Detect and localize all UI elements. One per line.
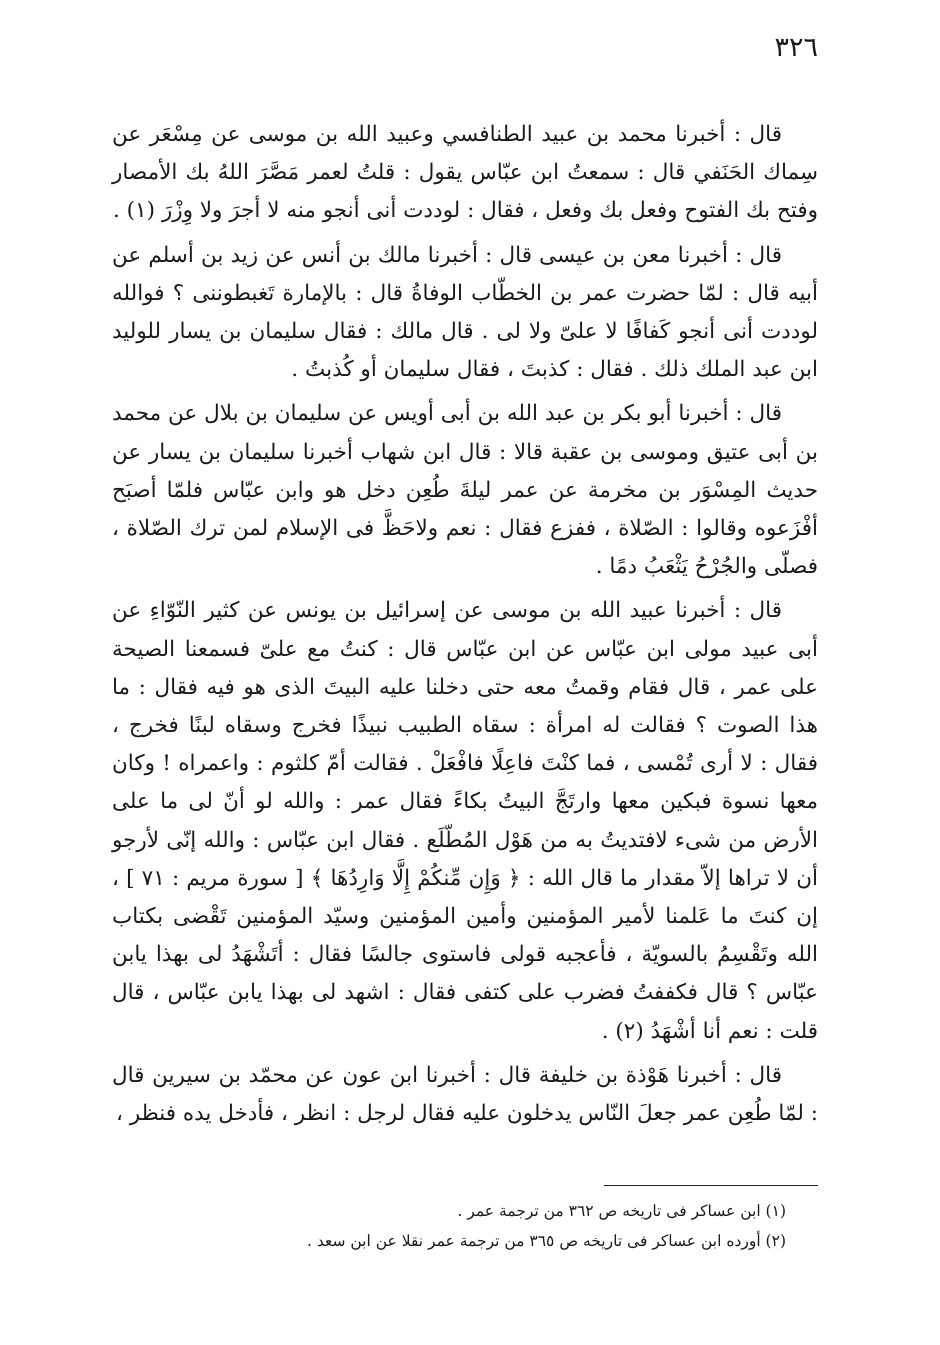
footnote: (٢) أورده ابن عساكر فى تاريخه ص ٣٦٥ من ترجمة عمر نقلا عن ابن سعد . <box>307 1232 786 1250</box>
paragraph: قال : أخبرنا أبو بكر بن عبد الله بن أبى أويس عن سليمان بن بلال عن محمد بن أبى عتيق وموسى بن عقبة قالا : قال ابن شهاب أخبرنا سليمان بن يسار عن حديث المِسْوَر بن مخرمة عن عمر ليلةَ طُعِن دخل هو وابن عبّاس فلمّا أصبَح أفْزَعوه وقالوا : الصّلاة ، ففزع فقال : نعم ولاحَظَّ فى الإسلام لمن ترك الصّلاة ، فصلّى والجُرْحُ يَثْعَبُ دمًا . <box>112 401 818 580</box>
page-number: ٣٢٦ <box>774 32 818 63</box>
paragraph: قال : أخبرنا هَوْذة بن خليفة قال : أخبرنا ابن عون عن محمّد بن سيرين قال : لمّا طُعِن عمر جعلَ النّاس يدخلون عليه فقال لرجل : انظر ، فأدخل يده فنظر ، <box>112 1062 818 1127</box>
paragraph: قال : أخبرنا معن بن عيسى قال : أخبرنا مالك بن أنس عن زيد بن أسلم عن أبيه قال : لمّا حضرت عمر بن الخطّاب الوفاةُ قال : بالإمارة تَغبطوننى ؟ فوالله لوددت أنى أنجو كَفافًا لا علىّ ولا لى . قال مالك : فقال سليمان بن يسار للوليد ابن عبد الملك ذلك . فقال : كذبتَ ، فقال سليمان أو كُذبتُ . <box>112 242 818 383</box>
footnote-divider <box>604 1185 818 1186</box>
footnote: (١) ابن عساكر فى تاريخه ص ٣٦٢ من ترجمة عمر . <box>457 1202 786 1220</box>
main-text <box>112 116 818 1139</box>
footnotes <box>112 1196 812 1256</box>
paragraph: قال : أخبرنا محمد بن عبيد الطنافسي وعبيد الله بن موسى عن مِسْعَر عن سِماك الحَنَفي قال : سمعتُ ابن عبّاس يقول : قلتُ لعمر مَصَّرَ اللهُ بك الأمصار وفتح بك الفتوح وفعل بك وفعل ، فقال : لوددت أنى أنجو منه لا أجرَ ولا وِزْرَ (١) . <box>112 122 818 224</box>
paragraph: قال : أخبرنا عبيد الله بن موسى عن إسرائيل بن يونس عن كثير النّوّاءِ عن أبى عبيد مولى ابن عبّاس عن ابن عبّاس قال : كنتُ مع علىّ فسمعنا الصيحة على عمر ، قال فقام وقمتُ معه حتى دخلنا عليه البيتَ الذى هو فيه فقال : ما هذا الصوت ؟ فقالت له امرأة : سقاه الطبيب نبيذًا فخرج وسقاه لبنًا فخرج ، فقال : لا أرى تُمْسى ، فما كنْتَ فاعِلًا فافْعَلْ . فقالت أمّ كلثوم : واعمراه ! وكان معها نسوة فبكين معها وارتَجَّ البيتُ بكاءً فقال عمر : والله لو أنّ لى ما على الأرض من شىء لافتديتُ به من هَوْل المُطّلَع . فقال ابن عبّاس : والله إنّى لأرجو أن لا تراها إلاّ مقدار ما قال الله : ﴿ وَإِن مِّنكُمْ إِلَّا وَارِدُهَا ﴾ [ سورة مريم : ٧١ ] ، إن كنتَ ما عَلمنا لأمير المؤمنين وأمين المؤمنين وسيّد المؤمنين تَقْضى بكتاب الله وتَقْسِمُ بالسويّة ، فأعجبه قولى فاستوى جالسًا فقال : أتَشْهَدُ لى بهذا يابن عبّاس ؟ قال فكففتُ فضرب على كتفى فقال : اشهد لى بهذا يابن عبّاس ، قال قلت : نعم أنا أشْهَدُ (٢) . <box>112 598 818 1044</box>
